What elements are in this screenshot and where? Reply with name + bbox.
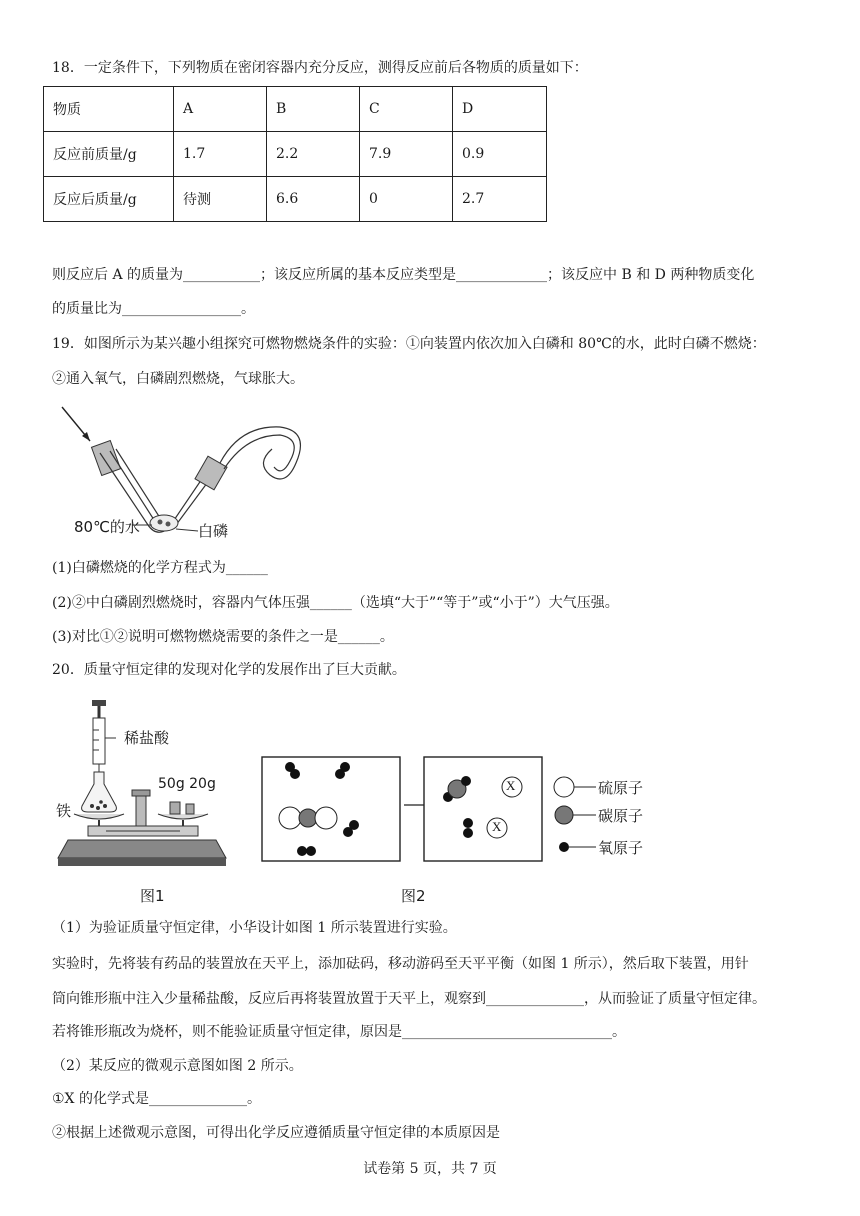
- table-cell: 2.2: [267, 132, 360, 177]
- page-footer: 试卷第 5 页，共 7 页: [363, 1161, 497, 1177]
- table-row: [44, 177, 547, 222]
- table-cell: 1.7: [174, 132, 267, 177]
- q20-part1-line-1: 实验时，先将装有药品的装置放在天平上，添加砝码，移动游码至天平平衡（如图 1 所示），然后取下装置，用针: [52, 956, 749, 972]
- table-row: [44, 132, 547, 177]
- q20-part2-question-2: ②根据上述微观示意图，可得出化学反应遵循质量守恒定律的本质原因是: [52, 1125, 500, 1141]
- table-cell: 7.9: [360, 132, 453, 177]
- table-cell: D: [453, 87, 547, 132]
- table-cell: 物质: [44, 87, 174, 132]
- fig1-caption: 图1: [140, 887, 165, 905]
- q20-part2-question-1: ①X 的化学式是______________。: [52, 1091, 261, 1107]
- atom-x-label-2: X: [492, 819, 502, 834]
- label-iron: 铁: [56, 802, 72, 820]
- legend-carbon: 碳原子: [598, 807, 644, 825]
- legend-oxygen: 氧原子: [598, 839, 644, 857]
- q19-sub-3: (3)对比①②说明可燃物燃烧需要的条件之一是______。: [52, 629, 394, 645]
- table-cell: 0: [360, 177, 453, 222]
- q19-sub-1: (1)白磷燃烧的化学方程式为______: [52, 560, 268, 576]
- q20-part1-line-2: 筒向锥形瓶中注入少量稀盐酸，反应后再将装置放置于天平上，观察到______________，从而验证了质量守恒定律。: [52, 991, 766, 1007]
- fig2-caption: 图2: [401, 887, 426, 905]
- q18-answer-line-1: 则反应后 A 的质量为___________；该反应所属的基本反应类型是_____________；该反应中 B 和 D 两种物质变化: [52, 267, 755, 283]
- q19-sub-2: (2)②中白磷剧烈燃烧时，容器内气体压强______（选填“大于”“等于”或“小于”）大气压强。: [52, 595, 619, 611]
- table-cell: 反应前质量/g: [44, 132, 174, 177]
- q20-part1-title: （1）为验证质量守恒定律，小华设计如图 1 所示装置进行实验。: [52, 920, 457, 936]
- table-cell: 0.9: [453, 132, 547, 177]
- table-header-row: [44, 87, 547, 132]
- atom-x-label-1: X: [506, 778, 516, 793]
- table-cell: 6.6: [267, 177, 360, 222]
- label-hot-water: 80℃的水: [74, 518, 140, 536]
- q19-stem-1: 19．如图所示为某兴趣小组探究可燃物燃烧条件的实验：①向装置内依次加入白磷和 80℃的水，此时白磷不燃烧：: [52, 336, 766, 352]
- q19-stem-2: ②通入氧气，白磷剧烈燃烧，气球胀大。: [52, 371, 304, 387]
- table-cell: 反应后质量/g: [44, 177, 174, 222]
- table-cell: C: [360, 87, 453, 132]
- q20-stem: 20．质量守恒定律的发现对化学的发展作出了巨大贡献。: [52, 662, 406, 678]
- q18-answer-line-2: 的质量比为_________________。: [52, 301, 255, 317]
- q20-part1-line-3: 若将锥形瓶改为烧杯，则不能验证质量守恒定律，原因是______________________________。: [52, 1024, 626, 1040]
- label-white-phosphorus: 白磷: [198, 522, 229, 540]
- table-cell: A: [174, 87, 267, 132]
- label-weights: 50g 20g: [158, 776, 216, 792]
- table-cell: 待测: [174, 177, 267, 222]
- legend-sulfur: 硫原子: [598, 779, 644, 797]
- q18-stem: 18．一定条件下，下列物质在密闭容器内充分反应，测得反应前后各物质的质量如下：: [52, 60, 588, 76]
- table-cell: 2.7: [453, 177, 547, 222]
- q18-mass-table: [43, 86, 547, 222]
- label-dilute-hcl: 稀盐酸: [124, 729, 170, 747]
- q20-part2-title: （2）某反应的微观示意图如图 2 所示。: [52, 1058, 303, 1074]
- table-cell: B: [267, 87, 360, 132]
